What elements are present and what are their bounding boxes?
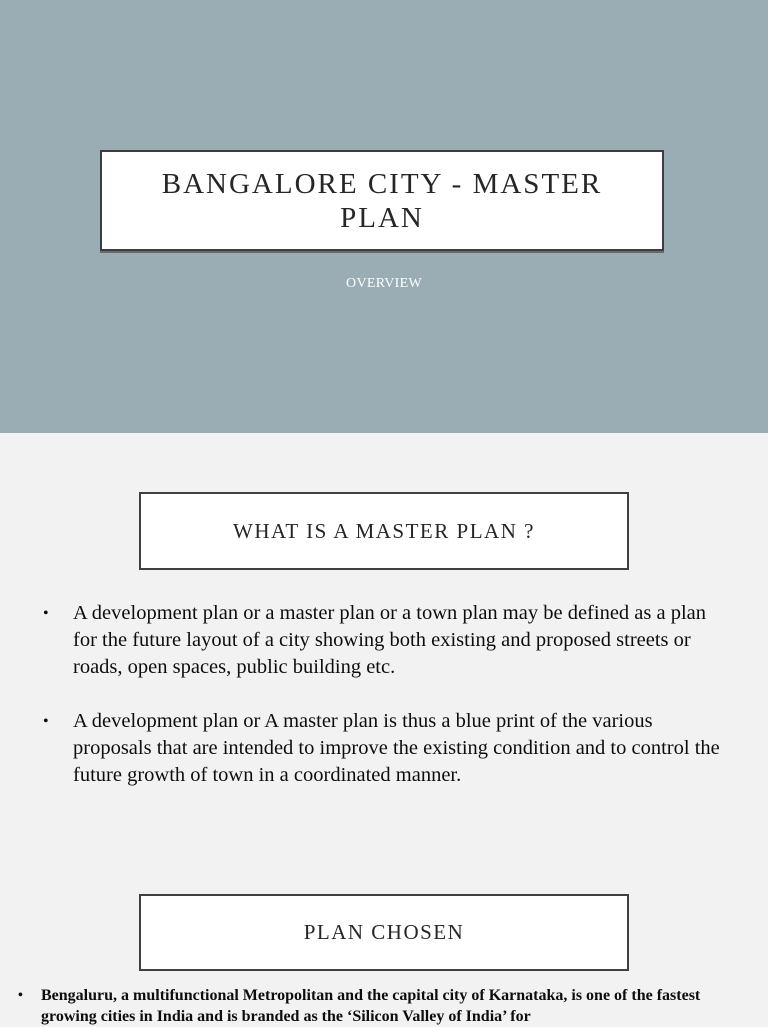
section-heading-master-plan xyxy=(139,492,629,570)
section-heading-text: WHAT IS A MASTER PLAN ? xyxy=(233,518,535,543)
bullet-text: A development plan or a master plan or a town plan may be defined as a plan for the future layout of a city showing both existing and proposed streets or roads, open spaces, public building etc. xyxy=(73,602,707,678)
bullet-icon: • xyxy=(18,988,23,1003)
slide-title: BANGALORE CITY - MASTER PLAN xyxy=(161,167,603,234)
bullet-list-plan-chosen xyxy=(16,985,746,1027)
list-item xyxy=(16,985,746,1027)
bullet-text: A development plan or A master plan is thus a blue print of the various proposals that are intended to improve the existing condition and to control the future growth of town in a coordinated manner. xyxy=(73,710,720,786)
section-heading-text: PLAN CHOSEN xyxy=(303,920,465,944)
list-item xyxy=(40,600,730,681)
bullet-text: Bengaluru, a multifunctional Metropolitan and the capital city of Karnataka, is one of the fastest growing cities in India and is branded as the ‘Silicon Valley of India’ for xyxy=(41,987,701,1025)
slide-subtitle: OVERVIEW xyxy=(346,276,422,291)
section-heading-plan-chosen xyxy=(139,894,629,971)
bullet-icon: • xyxy=(43,713,49,730)
bullet-list-master-plan xyxy=(40,600,730,816)
list-item xyxy=(40,708,730,789)
title-box xyxy=(100,150,664,251)
bullet-icon: • xyxy=(43,605,49,622)
